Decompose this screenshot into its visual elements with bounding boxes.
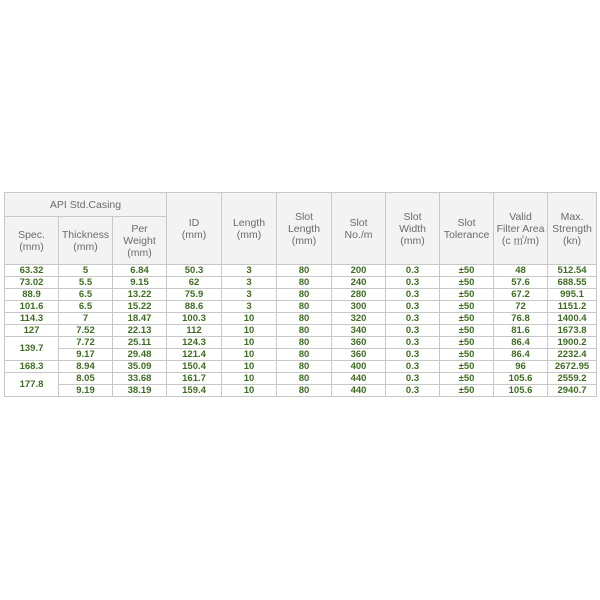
- cell-thickness: 5.5: [59, 277, 113, 289]
- cell-thickness: 9.19: [59, 385, 113, 397]
- cell-strength: 688.55: [548, 277, 597, 289]
- header-slot-no: Slot No./m: [332, 193, 386, 265]
- cell-slot-width: 0.3: [386, 349, 440, 361]
- cell-spec: 114.3: [5, 313, 59, 325]
- cell-weight: 33.68: [113, 373, 167, 385]
- cell-slot-width: 0.3: [386, 265, 440, 277]
- cell-filter-area: 105.6: [494, 373, 548, 385]
- cell-slot-no: 320: [332, 313, 386, 325]
- table-row: [5, 373, 597, 385]
- cell-length: 10: [222, 373, 277, 385]
- cell-spec: 177.8: [5, 373, 59, 397]
- cell-slot-no: 440: [332, 385, 386, 397]
- cell-id: 150.4: [167, 361, 222, 373]
- header-slot-tolerance: Slot Tolerance: [440, 193, 494, 265]
- cell-length: 10: [222, 325, 277, 337]
- cell-slot-width: 0.3: [386, 313, 440, 325]
- cell-length: 3: [222, 289, 277, 301]
- cell-spec: 139.7: [5, 337, 59, 361]
- cell-thickness: 6.5: [59, 289, 113, 301]
- cell-filter-area: 105.6: [494, 385, 548, 397]
- cell-weight: 22.13: [113, 325, 167, 337]
- cell-slot-length: 80: [277, 349, 332, 361]
- cell-tolerance: ±50: [440, 337, 494, 349]
- cell-length: 10: [222, 337, 277, 349]
- cell-strength: 1900.2: [548, 337, 597, 349]
- table-row: [5, 337, 597, 349]
- cell-thickness: 8.94: [59, 361, 113, 373]
- table-row: [5, 277, 597, 289]
- cell-weight: 6.84: [113, 265, 167, 277]
- cell-thickness: 7: [59, 313, 113, 325]
- cell-weight: 29.48: [113, 349, 167, 361]
- cell-slot-no: 200: [332, 265, 386, 277]
- table-row: [5, 301, 597, 313]
- cell-tolerance: ±50: [440, 349, 494, 361]
- cell-slot-length: 80: [277, 301, 332, 313]
- cell-id: 121.4: [167, 349, 222, 361]
- header-slot-length: Slot Length (mm): [277, 193, 332, 265]
- cell-weight: 25.11: [113, 337, 167, 349]
- cell-id: 161.7: [167, 373, 222, 385]
- cell-tolerance: ±50: [440, 361, 494, 373]
- cell-spec: 88.9: [5, 289, 59, 301]
- cell-weight: 9.15: [113, 277, 167, 289]
- cell-thickness: 5: [59, 265, 113, 277]
- cell-slot-length: 80: [277, 289, 332, 301]
- cell-length: 3: [222, 301, 277, 313]
- cell-strength: 2940.7: [548, 385, 597, 397]
- cell-slot-no: 280: [332, 289, 386, 301]
- cell-thickness: 8.05: [59, 373, 113, 385]
- cell-thickness: 9.17: [59, 349, 113, 361]
- cell-thickness: 7.72: [59, 337, 113, 349]
- table-body: [5, 265, 597, 397]
- header-spec: Spec. (mm): [5, 217, 59, 265]
- cell-id: 50.3: [167, 265, 222, 277]
- cell-slot-no: 360: [332, 337, 386, 349]
- cell-tolerance: ±50: [440, 289, 494, 301]
- cell-strength: 1151.2: [548, 301, 597, 313]
- cell-strength: 2232.4: [548, 349, 597, 361]
- cell-slot-no: 440: [332, 373, 386, 385]
- casing-spec-table-container: [4, 192, 596, 397]
- cell-slot-width: 0.3: [386, 301, 440, 313]
- cell-spec: 101.6: [5, 301, 59, 313]
- cell-spec: 127: [5, 325, 59, 337]
- cell-weight: 18.47: [113, 313, 167, 325]
- cell-id: 88.6: [167, 301, 222, 313]
- header-slot-width: Slot Width (mm): [386, 193, 440, 265]
- cell-strength: 1400.4: [548, 313, 597, 325]
- group-header-api-casing: API Std.Casing: [5, 193, 167, 217]
- cell-tolerance: ±50: [440, 325, 494, 337]
- cell-tolerance: ±50: [440, 385, 494, 397]
- casing-spec-table: [4, 192, 597, 397]
- header-filter-area: Valid Filter Area (c ㎡/m): [494, 193, 548, 265]
- cell-filter-area: 48: [494, 265, 548, 277]
- cell-slot-width: 0.3: [386, 277, 440, 289]
- cell-strength: 1673.8: [548, 325, 597, 337]
- header-length: Length (mm): [222, 193, 277, 265]
- cell-spec: 168.3: [5, 361, 59, 373]
- cell-slot-width: 0.3: [386, 361, 440, 373]
- cell-weight: 38.19: [113, 385, 167, 397]
- cell-length: 3: [222, 265, 277, 277]
- header-weight: Per Weight (mm): [113, 217, 167, 265]
- cell-slot-length: 80: [277, 325, 332, 337]
- cell-slot-no: 340: [332, 325, 386, 337]
- cell-filter-area: 57.6: [494, 277, 548, 289]
- cell-weight: 15.22: [113, 301, 167, 313]
- cell-thickness: 7.52: [59, 325, 113, 337]
- header-id: ID (mm): [167, 193, 222, 265]
- cell-id: 159.4: [167, 385, 222, 397]
- table-row: [5, 289, 597, 301]
- cell-slot-length: 80: [277, 313, 332, 325]
- cell-filter-area: 81.6: [494, 325, 548, 337]
- cell-length: 3: [222, 277, 277, 289]
- cell-slot-length: 80: [277, 373, 332, 385]
- cell-tolerance: ±50: [440, 313, 494, 325]
- cell-filter-area: 86.4: [494, 337, 548, 349]
- cell-thickness: 6.5: [59, 301, 113, 313]
- cell-slot-no: 400: [332, 361, 386, 373]
- cell-slot-length: 80: [277, 265, 332, 277]
- cell-id: 112: [167, 325, 222, 337]
- cell-strength: 512.54: [548, 265, 597, 277]
- cell-slot-length: 80: [277, 385, 332, 397]
- cell-tolerance: ±50: [440, 265, 494, 277]
- cell-strength: 995.1: [548, 289, 597, 301]
- cell-slot-width: 0.3: [386, 385, 440, 397]
- table-header: [5, 193, 597, 265]
- cell-length: 10: [222, 361, 277, 373]
- table-row: [5, 385, 597, 397]
- table-row: [5, 361, 597, 373]
- cell-length: 10: [222, 313, 277, 325]
- cell-slot-length: 80: [277, 361, 332, 373]
- cell-id: 62: [167, 277, 222, 289]
- cell-tolerance: ±50: [440, 373, 494, 385]
- cell-id: 124.3: [167, 337, 222, 349]
- cell-id: 75.9: [167, 289, 222, 301]
- cell-length: 10: [222, 349, 277, 361]
- cell-filter-area: 86.4: [494, 349, 548, 361]
- cell-filter-area: 72: [494, 301, 548, 313]
- table-row: [5, 349, 597, 361]
- cell-slot-length: 80: [277, 337, 332, 349]
- cell-spec: 63.32: [5, 265, 59, 277]
- header-thickness: Thickness (mm): [59, 217, 113, 265]
- cell-weight: 13.22: [113, 289, 167, 301]
- cell-slot-no: 360: [332, 349, 386, 361]
- table-row: [5, 325, 597, 337]
- cell-filter-area: 76.8: [494, 313, 548, 325]
- cell-filter-area: 67.2: [494, 289, 548, 301]
- header-strength: Max. Strength (kn): [548, 193, 597, 265]
- table-row: [5, 265, 597, 277]
- cell-tolerance: ±50: [440, 277, 494, 289]
- cell-slot-width: 0.3: [386, 373, 440, 385]
- cell-strength: 2672.95: [548, 361, 597, 373]
- cell-slot-width: 0.3: [386, 325, 440, 337]
- cell-filter-area: 96: [494, 361, 548, 373]
- cell-id: 100.3: [167, 313, 222, 325]
- cell-slot-length: 80: [277, 277, 332, 289]
- cell-slot-no: 240: [332, 277, 386, 289]
- table-row: [5, 313, 597, 325]
- cell-strength: 2559.2: [548, 373, 597, 385]
- cell-weight: 35.09: [113, 361, 167, 373]
- cell-slot-width: 0.3: [386, 289, 440, 301]
- cell-spec: 73.02: [5, 277, 59, 289]
- cell-slot-no: 300: [332, 301, 386, 313]
- cell-slot-width: 0.3: [386, 337, 440, 349]
- cell-length: 10: [222, 385, 277, 397]
- cell-tolerance: ±50: [440, 301, 494, 313]
